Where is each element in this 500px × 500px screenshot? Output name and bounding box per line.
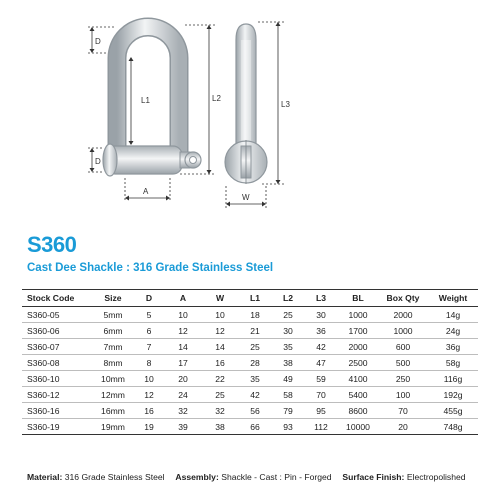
table-cell: 17 (164, 355, 202, 371)
table-cell: 500 (378, 355, 428, 371)
table-cell: 59 (304, 371, 338, 387)
table-cell: 95 (304, 403, 338, 419)
table-cell: 24g (428, 323, 478, 339)
table-cell: 10mm (92, 371, 134, 387)
table-cell: S360-16 (22, 403, 92, 419)
table-cell: 12mm (92, 387, 134, 403)
table-cell: 22 (202, 371, 238, 387)
table-cell: 39 (164, 419, 202, 435)
table-cell: 116g (428, 371, 478, 387)
table-body (22, 307, 478, 435)
table-cell: 7mm (92, 339, 134, 355)
table-cell: 8600 (338, 403, 378, 419)
table-cell: S360-12 (22, 387, 92, 403)
table-cell: 16 (134, 403, 164, 419)
table-cell: 10 (202, 307, 238, 323)
table-cell: 20 (164, 371, 202, 387)
table-cell: 19 (134, 419, 164, 435)
table-cell: 455g (428, 403, 478, 419)
table-cell: 192g (428, 387, 478, 403)
dim-label-w: W (242, 193, 250, 202)
table-cell: 6 (134, 323, 164, 339)
table-cell: 38 (272, 355, 304, 371)
product-code-title: S360 (27, 232, 77, 257)
table-cell: 32 (202, 403, 238, 419)
table-cell: 10 (134, 371, 164, 387)
assembly-label: Assembly: (175, 472, 219, 482)
assembly-value: Shackle - Cast : Pin - Forged (221, 472, 332, 482)
shackle-front-view (103, 27, 201, 176)
table-row (22, 387, 478, 403)
table-row (22, 355, 478, 371)
table-cell: 2500 (338, 355, 378, 371)
product-name-subtitle: Cast Dee Shackle : 316 Grade Stainless Steel (27, 262, 274, 274)
table-cell: 58g (428, 355, 478, 371)
table-cell: 20 (378, 419, 428, 435)
column-header: L3 (304, 290, 338, 307)
table-cell: 21 (238, 323, 272, 339)
specification-table (22, 289, 478, 435)
table-cell: 10000 (338, 419, 378, 435)
table-cell: 5mm (92, 307, 134, 323)
table-header-row (22, 290, 478, 307)
table-cell: 28 (238, 355, 272, 371)
dim-label-l3: L3 (281, 100, 290, 109)
table-cell: 4100 (338, 371, 378, 387)
table-cell: 93 (272, 419, 304, 435)
table-row (22, 323, 478, 339)
footer-specs (27, 472, 487, 482)
surface-finish-label: Surface Finish: (342, 472, 405, 482)
table-cell: 100 (378, 387, 428, 403)
dim-label-d-top: D (95, 37, 101, 46)
table-cell: 25 (272, 307, 304, 323)
column-header: W (202, 290, 238, 307)
table-cell: 6mm (92, 323, 134, 339)
dim-label-a: A (143, 187, 149, 196)
table-row (22, 339, 478, 355)
table-cell: 2000 (378, 307, 428, 323)
table-cell: 70 (304, 387, 338, 403)
table-cell: 47 (304, 355, 338, 371)
table-cell: 14 (164, 339, 202, 355)
table-cell: S360-06 (22, 323, 92, 339)
table-cell: 8mm (92, 355, 134, 371)
table-cell: 1700 (338, 323, 378, 339)
table-cell: 10 (164, 307, 202, 323)
table-cell: 38 (202, 419, 238, 435)
table-cell: 58 (272, 387, 304, 403)
table-row (22, 419, 478, 435)
table-cell: 25 (238, 339, 272, 355)
dim-label-l1: L1 (141, 96, 150, 105)
table-cell: 8 (134, 355, 164, 371)
table-cell: S360-19 (22, 419, 92, 435)
table-cell: 19mm (92, 419, 134, 435)
column-header: Box Qty (378, 290, 428, 307)
dim-label-l2: L2 (212, 94, 221, 103)
table-cell: 16 (202, 355, 238, 371)
table-cell: 1000 (378, 323, 428, 339)
column-header: BL (338, 290, 378, 307)
table-cell: 70 (378, 403, 428, 419)
table-cell: 7 (134, 339, 164, 355)
table-cell: 30 (304, 307, 338, 323)
table-cell: 2000 (338, 339, 378, 355)
table-cell: 49 (272, 371, 304, 387)
table-cell: 79 (272, 403, 304, 419)
table-cell: 35 (238, 371, 272, 387)
column-header: D (134, 290, 164, 307)
surface-finish-value: Electropolished (406, 472, 466, 482)
table-cell: 24 (164, 387, 202, 403)
table-row (22, 371, 478, 387)
table-cell: S360-05 (22, 307, 92, 323)
table-cell: 25 (202, 387, 238, 403)
table-cell: S360-07 (22, 339, 92, 355)
shackle-side-view (225, 24, 267, 184)
table-cell: 14g (428, 307, 478, 323)
table-cell: 56 (238, 403, 272, 419)
table-row (22, 307, 478, 323)
column-header: L2 (272, 290, 304, 307)
table-cell: 30 (272, 323, 304, 339)
table-cell: 42 (238, 387, 272, 403)
column-header: Size (92, 290, 134, 307)
table-cell: 250 (378, 371, 428, 387)
table-cell: 5 (134, 307, 164, 323)
table-cell: 5400 (338, 387, 378, 403)
table-cell: 16mm (92, 403, 134, 419)
table-cell: 1000 (338, 307, 378, 323)
shackle-diagram (0, 0, 500, 225)
table-cell: 18 (238, 307, 272, 323)
table-cell: 748g (428, 419, 478, 435)
table-cell: 600 (378, 339, 428, 355)
table-cell: 36g (428, 339, 478, 355)
table-cell: S360-10 (22, 371, 92, 387)
table-cell: 66 (238, 419, 272, 435)
table-cell: 35 (272, 339, 304, 355)
material-label: Material: (27, 472, 63, 482)
table-cell: 12 (202, 323, 238, 339)
material-value: 316 Grade Stainless Steel (64, 472, 165, 482)
dim-label-d-bottom: D (95, 157, 101, 166)
column-header: A (164, 290, 202, 307)
table-cell: S360-08 (22, 355, 92, 371)
column-header: Stock Code (22, 290, 92, 307)
table-cell: 112 (304, 419, 338, 435)
table-cell: 14 (202, 339, 238, 355)
table-cell: 42 (304, 339, 338, 355)
column-header: Weight (428, 290, 478, 307)
table-cell: 32 (164, 403, 202, 419)
table-cell: 12 (164, 323, 202, 339)
table-row (22, 403, 478, 419)
table-cell: 36 (304, 323, 338, 339)
table-cell: 12 (134, 387, 164, 403)
column-header: L1 (238, 290, 272, 307)
